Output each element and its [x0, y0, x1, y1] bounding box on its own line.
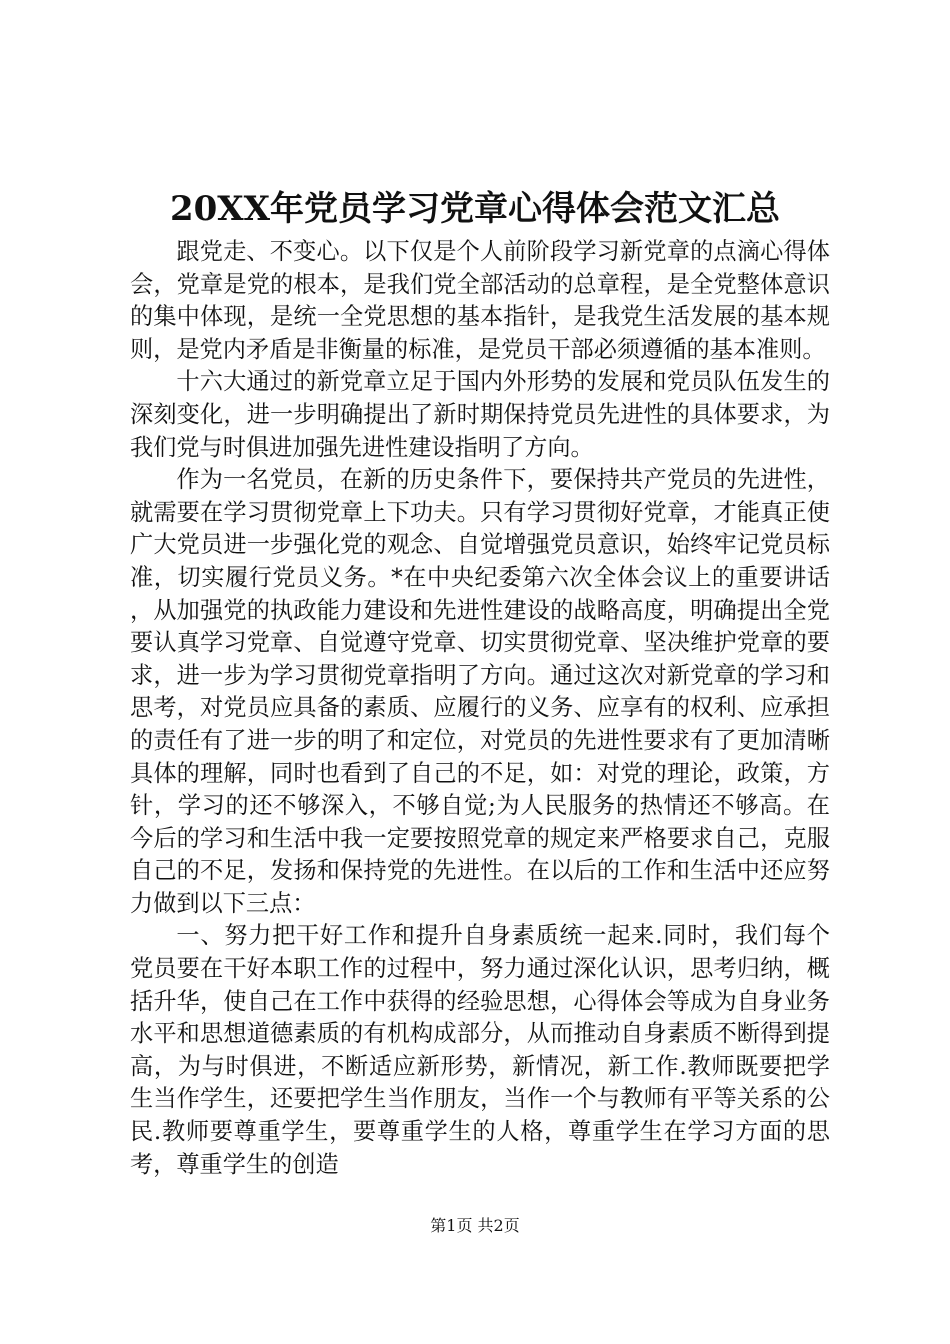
page-footer: 第1页 共2页	[430, 1216, 520, 1235]
paragraph-2: 十六大通过的新党章立足于国内外形势的发展和党员队伍发生的深刻变化，进一步明确提出了新时期保持党员先进性的具体要求，为我们党与时俱进加强先进性建设指明了方向。	[130, 368, 830, 461]
document-title: 20XX年党员学习党章心得体会范文汇总	[169, 189, 781, 229]
paragraph-1: 跟党走、不变心。以下仅是个人前阶段学习新党章的点滴心得体会，党章是党的根本，是我们党全部活动的总章程，是全党整体意识的集中体现，是统一全党思想的基本指针，是我党生活发展的基本规则，是党内矛盾是非衡量的标准，是党员干部必须遵循的基本准则。	[130, 238, 830, 363]
document-body	[130, 236, 830, 1181]
paragraph-3: 作为一名党员，在新的历史条件下，要保持共产党员的先进性，就需要在学习贯彻党章上下功夫。只有学习贯彻好党章，才能真正使广大党员进一步强化党的观念、自觉增强党员意识，始终牢记党员标准，切实履行党员义务。*在中央纪委第六次全体会议上的重要讲话，从加强党的执政能力建设和先进性建设的战略高度，明确提出全党要认真学习党章、自觉遵守党章、切实贯彻党章、坚决维护党章的要求，进一步为学习贯彻党章指明了方向。通过这次对新党章的学习和思考，对党员应具备的素质、应履行的义务、应享有的权利、应承担的责任有了进一步的明了和定位，对党员的先进性要求有了更加清晰具体的理解，同时也看到了自己的不足，如：对党的理论，政策，方针，学习的还不够深入，不够自觉;为人民服务的热情还不够高。在今后的学习和生活中我一定要按照党章的规定来严格要求自己，克服自己的不足，发扬和保持党的先进性。在以后的工作和生活中还应努力做到以下三点：	[130, 466, 830, 917]
paragraph-4: 一、努力把干好工作和提升自身素质统一起来.同时，我们每个党员要在干好本职工作的过程中，努力通过深化认识，思考归纳，概括升华，使自己在工作中获得的经验思想，心得体会等成为自身业务水平和思想道德素质的有机构成部分，从而推动自身素质不断得到提高，为与时俱进，不断适应新形势，新情况，新工作.教师既要把学生当作学生，还要把学生当作朋友，当作一个与教师有平等关系的公民.教师要尊重学生，要尊重学生的人格，尊重学生在学习方面的思考，尊重学生的创造	[130, 922, 830, 1178]
